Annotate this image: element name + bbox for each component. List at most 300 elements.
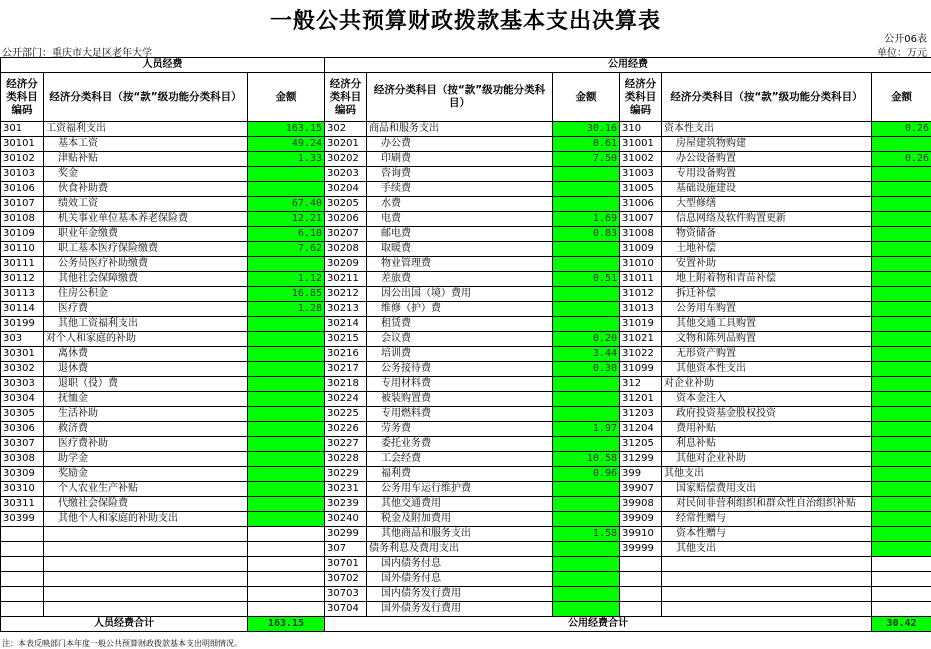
- amount-cell: [248, 452, 325, 467]
- code-cell: [1, 587, 44, 602]
- amount-cell: [248, 437, 325, 452]
- amount-cell: [872, 392, 931, 407]
- code-cell: 31205: [620, 437, 662, 452]
- amount-cell: [553, 287, 620, 302]
- name-cell: 救济费: [44, 422, 248, 437]
- name-cell: 劳务费: [367, 422, 553, 437]
- amount-cell: [872, 527, 931, 542]
- amount-cell: 1.12: [248, 272, 325, 287]
- name-cell: 医疗费补助: [44, 437, 248, 452]
- name-cell: 抚恤金: [44, 392, 248, 407]
- code-cell: 30212: [325, 287, 367, 302]
- code-cell: 31099: [620, 362, 662, 377]
- amount-cell: [553, 587, 620, 602]
- code-cell: 30111: [1, 257, 44, 272]
- expenditure-table: [0, 57, 931, 632]
- name-cell: 费用补贴: [662, 422, 872, 437]
- amount-cell: [248, 392, 325, 407]
- code-cell: 310: [620, 122, 662, 137]
- amount-cell: [872, 512, 931, 527]
- amount-cell: [872, 407, 931, 422]
- code-cell: 30107: [1, 197, 44, 212]
- table-row: [1, 287, 931, 302]
- amount-cell: [872, 542, 931, 557]
- code-cell: 39907: [620, 482, 662, 497]
- code-cell: [1, 572, 44, 587]
- name-cell: 办公费: [367, 137, 553, 152]
- name-cell: 其他交通工具购置: [662, 317, 872, 332]
- name-cell: 基础设施建设: [662, 182, 872, 197]
- name-cell: 安置补助: [662, 257, 872, 272]
- amount-cell: 0.26: [872, 122, 931, 137]
- name-cell: 租赁费: [367, 317, 553, 332]
- name-cell: 其他资本性支出: [662, 362, 872, 377]
- code-cell: 31008: [620, 227, 662, 242]
- table-row: [1, 302, 931, 317]
- amount-cell: [248, 407, 325, 422]
- code-cell: 39908: [620, 497, 662, 512]
- amount-cell: [872, 167, 931, 182]
- amount-cell: [872, 572, 931, 587]
- name-cell: 经常性赠与: [662, 512, 872, 527]
- amount-cell: [872, 347, 931, 362]
- name-cell: 办公设备购置: [662, 152, 872, 167]
- table-row: [1, 557, 931, 572]
- code-header: 经济分类科目编码: [1, 73, 44, 122]
- code-cell: 31013: [620, 302, 662, 317]
- name-cell: 物业管理费: [367, 257, 553, 272]
- code-cell: 30201: [325, 137, 367, 152]
- department-label: 公开部门：重庆市大足区老年大学: [2, 48, 152, 59]
- name-cell: 国内债务付息: [367, 557, 553, 572]
- table-row: [1, 482, 931, 497]
- code-cell: 30199: [1, 317, 44, 332]
- table-row: [1, 437, 931, 452]
- amount-cell: [872, 557, 931, 572]
- amount-cell: [872, 587, 931, 602]
- name-cell: 文物和陈列品购置: [662, 332, 872, 347]
- name-cell: [44, 527, 248, 542]
- name-cell: 土地补偿: [662, 242, 872, 257]
- amount-cell: 16.85: [248, 287, 325, 302]
- amount-cell: [872, 467, 931, 482]
- amount-header: 金额: [553, 73, 620, 122]
- name-cell: 因公出国（境）费用: [367, 287, 553, 302]
- amount-cell: 0.83: [553, 227, 620, 242]
- table-row: [1, 182, 931, 197]
- table-row: [1, 332, 931, 347]
- table-row: [1, 572, 931, 587]
- code-cell: 30305: [1, 407, 44, 422]
- table-row: [1, 347, 931, 362]
- code-cell: 30299: [325, 527, 367, 542]
- amount-cell: [248, 317, 325, 332]
- name-cell: 取暖费: [367, 242, 553, 257]
- name-cell: 商品和服务支出: [367, 122, 553, 137]
- page-title: 一般公共预算财政拨款基本支出决算表: [269, 9, 661, 34]
- table-row: [1, 467, 931, 482]
- amount-cell: [248, 182, 325, 197]
- table-row: [1, 242, 931, 257]
- amount-cell: [248, 362, 325, 377]
- name-cell: 专用燃料费: [367, 407, 553, 422]
- code-cell: 303: [1, 332, 44, 347]
- code-cell: 301: [1, 122, 44, 137]
- name-cell: 手续费: [367, 182, 553, 197]
- name-cell: 其他个人和家庭的补助支出: [44, 512, 248, 527]
- amount-cell: [872, 182, 931, 197]
- name-cell: 资本性支出: [662, 122, 872, 137]
- code-cell: 30207: [325, 227, 367, 242]
- name-header: 经济分类科目（按“款”级功能分类科目）: [44, 73, 248, 122]
- table-row: [1, 542, 931, 557]
- amount-cell: 6.10: [248, 227, 325, 242]
- table-row: [1, 527, 931, 542]
- name-cell: 差旅费: [367, 272, 553, 287]
- name-cell: 个人农业生产补贴: [44, 482, 248, 497]
- name-cell: 对个人和家庭的补助: [44, 332, 248, 347]
- code-cell: 302: [325, 122, 367, 137]
- table-row: [1, 167, 931, 182]
- code-cell: 30304: [1, 392, 44, 407]
- amount-cell: [553, 392, 620, 407]
- name-cell: 医疗费: [44, 302, 248, 317]
- table-row: [1, 152, 931, 167]
- form-number: 公开06表: [884, 34, 927, 45]
- code-cell: 30310: [1, 482, 44, 497]
- name-cell: 国家赔偿费用支出: [662, 482, 872, 497]
- code-cell: 30307: [1, 437, 44, 452]
- amount-cell: [248, 482, 325, 497]
- name-cell: 职工基本医疗保险缴费: [44, 242, 248, 257]
- name-cell: 专用设备购置: [662, 167, 872, 182]
- code-cell: 30309: [1, 467, 44, 482]
- name-cell: 物资储备: [662, 227, 872, 242]
- name-cell: 无形资产购置: [662, 347, 872, 362]
- name-cell: 委托业务费: [367, 437, 553, 452]
- code-cell: 30701: [325, 557, 367, 572]
- code-cell: 307: [325, 542, 367, 557]
- amount-cell: 0.26: [872, 152, 931, 167]
- name-cell: 公务接待费: [367, 362, 553, 377]
- name-cell: [662, 587, 872, 602]
- amount-cell: [872, 422, 931, 437]
- personnel-total-label: 人员经费合计: [1, 617, 248, 632]
- amount-cell: [553, 557, 620, 572]
- code-cell: 31010: [620, 257, 662, 272]
- name-cell: 利息补贴: [662, 437, 872, 452]
- name-cell: 印刷费: [367, 152, 553, 167]
- amount-cell: [872, 302, 931, 317]
- name-cell: [662, 557, 872, 572]
- table-row: [1, 587, 931, 602]
- table-row: [1, 362, 931, 377]
- code-cell: 30239: [325, 497, 367, 512]
- personnel-total-value: 163.15: [248, 617, 325, 632]
- amount-cell: [553, 602, 620, 617]
- amount-cell: [872, 362, 931, 377]
- amount-cell: [553, 437, 620, 452]
- amount-cell: [248, 602, 325, 617]
- code-cell: 30110: [1, 242, 44, 257]
- amount-header: 金额: [872, 73, 931, 122]
- name-cell: 津贴补贴: [44, 152, 248, 167]
- name-cell: 水费: [367, 197, 553, 212]
- amount-cell: [248, 512, 325, 527]
- amount-cell: [248, 557, 325, 572]
- code-cell: 30113: [1, 287, 44, 302]
- public-total-value: 30.42: [872, 617, 931, 632]
- code-cell: 30103: [1, 167, 44, 182]
- table-row: [1, 497, 931, 512]
- amount-cell: [872, 437, 931, 452]
- amount-cell: [553, 407, 620, 422]
- name-cell: 咨询费: [367, 167, 553, 182]
- name-cell: [662, 602, 872, 617]
- code-cell: 31299: [620, 452, 662, 467]
- name-cell: 国内债务发行费用: [367, 587, 553, 602]
- amount-cell: [553, 497, 620, 512]
- code-cell: 31203: [620, 407, 662, 422]
- amount-cell: [872, 242, 931, 257]
- code-cell: 31006: [620, 197, 662, 212]
- code-cell: 30108: [1, 212, 44, 227]
- code-cell: 31019: [620, 317, 662, 332]
- amount-cell: [872, 137, 931, 152]
- code-cell: 31002: [620, 152, 662, 167]
- name-cell: 电费: [367, 212, 553, 227]
- amount-cell: [872, 287, 931, 302]
- name-cell: 奖金: [44, 167, 248, 182]
- code-cell: 30216: [325, 347, 367, 362]
- code-cell: 30399: [1, 512, 44, 527]
- amount-cell: 12.21: [248, 212, 325, 227]
- name-cell: [44, 587, 248, 602]
- amount-cell: [248, 572, 325, 587]
- name-cell: 生活补助: [44, 407, 248, 422]
- name-cell: 地上附着物和青苗补偿: [662, 272, 872, 287]
- table-row: [1, 602, 931, 617]
- code-cell: 30206: [325, 212, 367, 227]
- code-cell: 30702: [325, 572, 367, 587]
- code-cell: 31204: [620, 422, 662, 437]
- amount-cell: [872, 257, 931, 272]
- code-cell: 30214: [325, 317, 367, 332]
- code-cell: 30106: [1, 182, 44, 197]
- amount-cell: [553, 482, 620, 497]
- amount-cell: 1.58: [553, 527, 620, 542]
- name-cell: 国外债务发行费用: [367, 602, 553, 617]
- table-row: [1, 422, 931, 437]
- table-row: [1, 392, 931, 407]
- code-cell: 31003: [620, 167, 662, 182]
- code-cell: 30218: [325, 377, 367, 392]
- public-section-header: 公用经费: [325, 58, 931, 73]
- code-cell: 31201: [620, 392, 662, 407]
- code-cell: 399: [620, 467, 662, 482]
- code-cell: 30302: [1, 362, 44, 377]
- name-cell: 信息网络及软件购置更新: [662, 212, 872, 227]
- code-cell: [620, 557, 662, 572]
- name-cell: 其他社会保障缴费: [44, 272, 248, 287]
- code-cell: 30215: [325, 332, 367, 347]
- name-cell: 机关事业单位基本养老保险费: [44, 212, 248, 227]
- name-cell: 公务用车运行维护费: [367, 482, 553, 497]
- code-cell: 30204: [325, 182, 367, 197]
- amount-header: 金额: [248, 73, 325, 122]
- code-cell: 30308: [1, 452, 44, 467]
- table-row: [1, 227, 931, 242]
- code-cell: [620, 572, 662, 587]
- amount-cell: [872, 332, 931, 347]
- code-cell: 31007: [620, 212, 662, 227]
- code-cell: 30203: [325, 167, 367, 182]
- personnel-section-header: 人员经费: [1, 58, 325, 73]
- amount-cell: [553, 182, 620, 197]
- code-cell: 312: [620, 377, 662, 392]
- table-row: [1, 257, 931, 272]
- code-cell: 30205: [325, 197, 367, 212]
- code-cell: 30225: [325, 407, 367, 422]
- name-cell: 福利费: [367, 467, 553, 482]
- name-cell: 被装购置费: [367, 392, 553, 407]
- code-cell: 30229: [325, 467, 367, 482]
- amount-cell: 0.51: [553, 272, 620, 287]
- name-cell: 公务员医疗补助缴费: [44, 257, 248, 272]
- name-cell: 国外债务付息: [367, 572, 553, 587]
- code-cell: 30231: [325, 482, 367, 497]
- code-cell: 31012: [620, 287, 662, 302]
- code-cell: 30703: [325, 587, 367, 602]
- code-cell: 30311: [1, 497, 44, 512]
- amount-cell: [872, 482, 931, 497]
- code-cell: 30101: [1, 137, 44, 152]
- amount-cell: [553, 317, 620, 332]
- amount-cell: 163.15: [248, 122, 325, 137]
- table-row: [1, 212, 931, 227]
- amount-cell: [872, 317, 931, 332]
- code-cell: 30224: [325, 392, 367, 407]
- code-cell: 30109: [1, 227, 44, 242]
- name-header: 经济分类科目（按“款”级功能分类科目）: [367, 73, 553, 122]
- amount-cell: [248, 377, 325, 392]
- amount-cell: [872, 272, 931, 287]
- name-cell: 会议费: [367, 332, 553, 347]
- public-total-label: 公用经费合计: [325, 617, 872, 632]
- name-cell: 伙食补助费: [44, 182, 248, 197]
- code-header: 经济分类科目编码: [325, 73, 367, 122]
- code-cell: 30303: [1, 377, 44, 392]
- code-cell: 30226: [325, 422, 367, 437]
- name-cell: 绩效工资: [44, 197, 248, 212]
- amount-cell: 7.62: [248, 242, 325, 257]
- amount-cell: [553, 242, 620, 257]
- name-cell: 离休费: [44, 347, 248, 362]
- amount-cell: 3.44: [553, 347, 620, 362]
- amount-cell: 30.16: [553, 122, 620, 137]
- amount-cell: [872, 227, 931, 242]
- code-cell: 30211: [325, 272, 367, 287]
- table-row: [1, 137, 931, 152]
- amount-cell: [872, 602, 931, 617]
- code-cell: 30301: [1, 347, 44, 362]
- name-cell: 邮电费: [367, 227, 553, 242]
- amount-cell: [553, 257, 620, 272]
- code-cell: 30102: [1, 152, 44, 167]
- amount-cell: 0.30: [553, 362, 620, 377]
- amount-cell: [872, 197, 931, 212]
- amount-cell: 0.61: [553, 137, 620, 152]
- name-cell: 政府投资基金股权投资: [662, 407, 872, 422]
- code-cell: 30208: [325, 242, 367, 257]
- code-cell: 31011: [620, 272, 662, 287]
- code-cell: 30209: [325, 257, 367, 272]
- amount-cell: [553, 377, 620, 392]
- name-cell: 培训费: [367, 347, 553, 362]
- amount-cell: 1.69: [553, 212, 620, 227]
- name-cell: 基本工资: [44, 137, 248, 152]
- amount-cell: [248, 497, 325, 512]
- name-cell: [44, 557, 248, 572]
- amount-cell: [872, 377, 931, 392]
- code-cell: 30112: [1, 272, 44, 287]
- name-cell: 工会经费: [367, 452, 553, 467]
- amount-cell: [248, 332, 325, 347]
- name-cell: 其他支出: [662, 542, 872, 557]
- table-row: [1, 512, 931, 527]
- name-cell: 退职（役）费: [44, 377, 248, 392]
- name-cell: 奖励金: [44, 467, 248, 482]
- amount-cell: 67.40: [248, 197, 325, 212]
- code-cell: 31021: [620, 332, 662, 347]
- name-cell: 专用材料费: [367, 377, 553, 392]
- name-cell: 代缴社会保险费: [44, 497, 248, 512]
- name-cell: 退休费: [44, 362, 248, 377]
- code-cell: 30202: [325, 152, 367, 167]
- code-header: 经济分类科目编码: [620, 73, 662, 122]
- code-cell: 30306: [1, 422, 44, 437]
- amount-cell: [248, 257, 325, 272]
- amount-cell: [553, 302, 620, 317]
- name-cell: [44, 602, 248, 617]
- amount-cell: [553, 512, 620, 527]
- table-row: [1, 197, 931, 212]
- name-cell: 公务用车购置: [662, 302, 872, 317]
- name-cell: 对企业补助: [662, 377, 872, 392]
- code-cell: 30704: [325, 602, 367, 617]
- name-cell: 资本性赠与: [662, 527, 872, 542]
- amount-cell: 0.20: [553, 332, 620, 347]
- name-cell: 资本金注入: [662, 392, 872, 407]
- code-cell: 30228: [325, 452, 367, 467]
- table-row: [1, 317, 931, 332]
- code-cell: [620, 587, 662, 602]
- code-cell: [1, 602, 44, 617]
- footnote: 注：本表反映部门本年度一般公共预算财政拨款基本支出明细情况。: [2, 639, 242, 648]
- amount-cell: 1.33: [248, 152, 325, 167]
- amount-cell: [553, 572, 620, 587]
- name-cell: 大型修缮: [662, 197, 872, 212]
- table-row: [1, 377, 931, 392]
- amount-cell: 49.24: [248, 137, 325, 152]
- amount-cell: [248, 422, 325, 437]
- amount-cell: [248, 542, 325, 557]
- name-cell: 其他对企业补助: [662, 452, 872, 467]
- code-cell: [1, 527, 44, 542]
- name-cell: 债务利息及费用支出: [367, 542, 553, 557]
- amount-cell: [872, 452, 931, 467]
- table-row: [1, 272, 931, 287]
